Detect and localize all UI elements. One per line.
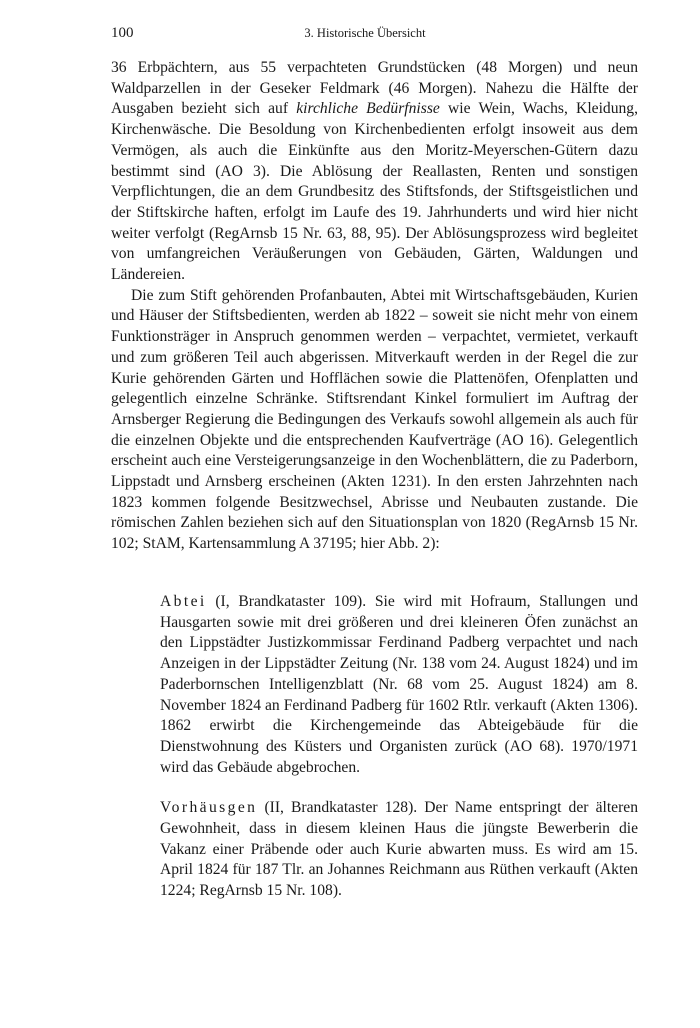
building-entries [160, 592, 638, 922]
paragraph-1-text-start: 36 Erbpächtern, aus 55 verpachteten Grundstücken (48 Morgen) und neun Waldparzellen in der Geseker Feldmark (46 Morgen). Nahezu die Hälfte der Ausgaben bezieht sich auf [111, 59, 638, 118]
italic-phrase: kirchliche Bedürfnisse [296, 100, 440, 118]
entry-vorhaeusgen-text: (II, Brandkataster 128). Der Name entspringt der älteren Gewohnheit, dass in diesem kleinen Haus die jüngste Bewerberin die Vakanz einer Präbende oder auch Kurie abwarten muss. Es wird am 15. April 1824 für 187 Tlr. an Johannes Reichmann aus Rüthen verkauft (Akten 1224; RegArnsb 15 Nr. 108). [160, 799, 638, 900]
entry-vorhaeusgen-title: Vorhäusgen [160, 799, 258, 817]
paragraph-1 [111, 58, 638, 286]
main-text [111, 58, 638, 555]
page-number: 100 [111, 25, 134, 41]
paragraph-1-text-end: wie Wein, Wachs, Kleidung, Kirchenwäsche. Die Besoldung von Kirchenbedienten erfolgt insoweit aus dem Vermögen, als auch die Einkünfte aus den Moritz-Meyerschen-Gütern dazu bestimmt sind (AO 3). Die Ablösung der Reallasten, Renten und sonstigen Verpflichtungen, die an dem Grundbesitz des Stiftsfonds, der Stiftsgeistlichen und der Stiftskirche haften, erfolgt im Laufe des 19. Jahrhunderts und wird hier nicht weiter verfolgt (RegArnsb 15 Nr. 63, 88, 95). Der Ablösungsprozess wird begleitet von umfangreichen Veräußerungen von Gebäuden, Gärten, Waldungen und Ländereien. [111, 100, 638, 284]
entry-abtei-title: Abtei [160, 593, 207, 610]
paragraph-2: Die zum Stift gehörenden Profanbauten, Abtei mit Wirtschaftsgebäuden, Kurien und Häuser der Stiftsbedienten, werden ab 1822 – soweit sie nicht mehr von einem Funktionsträger in Anspruch genommen werden – verpachtet, vermietet, verkauft und zum größeren Teil auch abgerissen. Mitverkauft werden in der Regel die zur Kurie gehörenden Gärten und Hofflächen sowie die Plattenöfen, Ofenplatten und gelegentlich einzelne Schränke. Stiftsrendant Kinkel formuliert im Auftrag der Arnsberger Regierung die Bedingungen des Verkaufs sowohl allgemein als auch für die einzelnen Objekte und die entsprechenden Kaufverträge (AO 16). Gelegentlich erscheint auch eine Versteigerungsanzeige in den Wochenblättern, die zu Paderborn, Lippstadt und Arnsberg erscheinen (Akten 1231). In den ersten Jahrzehnten nach 1823 kommen folgende Besitzwechsel, Abrisse und Neubauten zustande. Die römischen Zahlen beziehen sich auf den Situationsplan von 1820 (RegArnsb 15 Nr. 102; StAM, Kartensammlung A 37195; hier Abb. 2): [111, 286, 638, 553]
running-head: 3. Historische Übersicht [304, 26, 426, 40]
entry-abtei [160, 592, 638, 778]
entry-vorhaeusgen [160, 798, 638, 902]
entry-abtei-text: (I, Brandkataster 109). Sie wird mit Hofraum, Stallungen und Hausgarten sowie mit drei größeren und drei kleineren Öfen zunächst an den Lippstädter Justizkommissar Ferdinand Padberg verpachtet und nach Anzeigen in der Lippstädter Zeitung (Nr. 138 vom 24. August 1824) und im Paderbornschen Intelligenzblatt (Nr. 68 vom 25. August 1824) am 8. November 1824 an Ferdinand Padberg für 1602 Rtlr. verkauft (Akten 1306). 1862 erwirbt die Kirchengemeinde das Abteigebäude für die Dienstwohnung des Küsters und Organisten zurück (AO 68). 1970/1971 wird das Gebäude abgebrochen. [160, 593, 638, 776]
